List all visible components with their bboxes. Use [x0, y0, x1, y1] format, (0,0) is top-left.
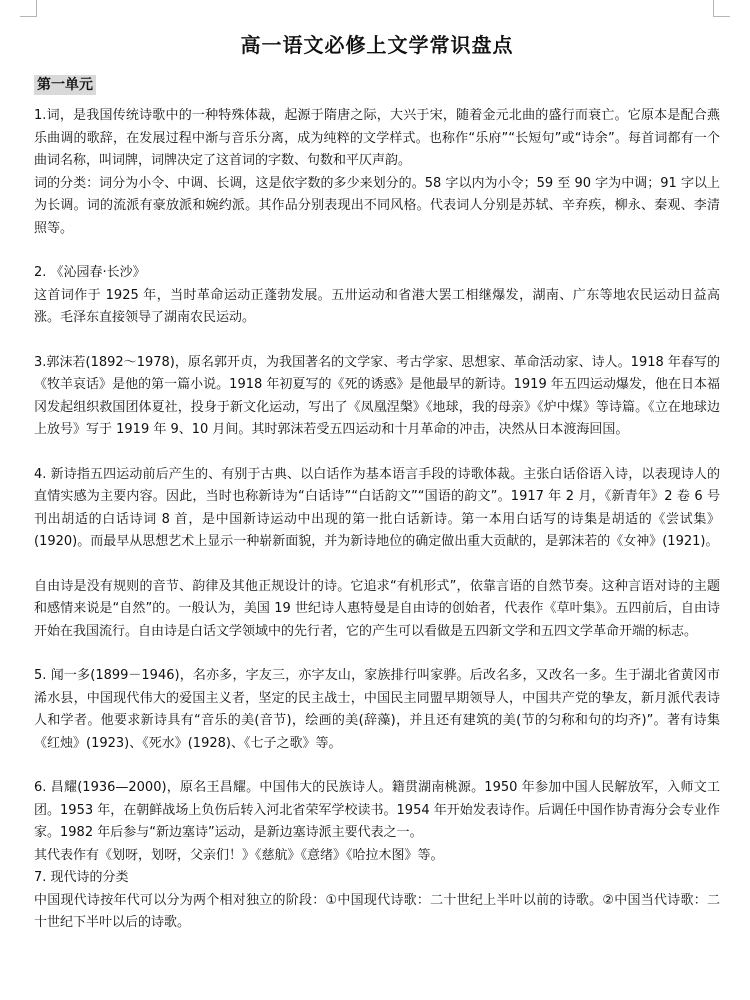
document-page	[34, 30, 720, 935]
paragraph-qinyuanchun-title: 2. 《沁园春·长沙》	[34, 265, 146, 280]
paragraph-ci-classification: 词的分类：词分为小令、中调、长调，这是依字数的多少来划分的。58 字以内为小令；59 至 90 字为中调；91 字以上为长调。词的流派有豪放派和婉约派。其作品分别表现出不同风格。代表词人分别是苏轼、辛弃疾，柳永、秦观、李清照等。	[34, 175, 720, 236]
paragraph-changyao-works: 其代表作有《划呀，划呀，父亲们！》《慈航》《意绪》《哈拉木图》等。	[34, 847, 444, 863]
paragraph-modern-poetry-body: 中国现代诗按年代可以分为两个相对独立的阶段：①中国现代诗歌：二十世纪上半叶以前的诗歌。②中国当代诗歌：二十世纪下半叶以后的诗歌。	[34, 892, 720, 930]
paragraph-ziyoushi: 自由诗是没有规则的音节、韵律及其他正规设计的诗。它追求“有机形式”，依靠言语的自然节奏。这种言语对诗的主题和感情来说是“自然”的。一般认为，美国 19 世纪诗人惠特曼是自由诗的创始者，代表作《草叶集》。五四前后，自由诗开始在我国流行。自由诗是白话文学领域中的先行者，它的产生可以看做是五四新文学和五四文学革命开端的标志。	[34, 578, 720, 639]
document-title: 高一语文必修上文学常识盘点	[240, 33, 514, 57]
section-heading: 第一单元	[34, 75, 96, 95]
paragraph-wenyiduo: 5. 闻一多(1899－1946)，名亦多，字友三，亦字友山，家族排行叫家骅。后改名多，又改名一多。生于湖北省黄冈市浠水县，中国现代伟大的爱国主义者，坚定的民主战士，中国民主同盟早期领导人，中国共产党的挚友，新月派代表诗人和学者。他要求新诗具有“音乐的美(音节)，绘画的美(辞藻)，并且还有建筑的美(节的匀称和句的均齐)”。著有诗集《红烛》(1923)、《死水》(1928)、《七子之歌》等。	[34, 668, 720, 751]
page-corner-mark-right	[713, 0, 730, 17]
paragraph-ci-definition: 1.词，是我国传统诗歌中的一种特殊体裁，起源于隋唐之际，大兴于宋，随着金元北曲的盛行而衰亡。它原本是配合燕乐曲调的歌辞，在发展过程中渐与音乐分离，成为纯粹的文学样式。也称作“乐府”“长短句”或“诗余”。每首词都有一个曲词名称，叫词牌，词牌决定了这首词的字数、句数和平仄声韵。	[34, 108, 720, 168]
paragraph-guomoruo: 3.郭沫若(1892～1978)，原名郭开贞，为我国著名的文学家、考古学家、思想家、革命活动家、诗人。1918 年春写的《牧羊哀话》是他的第一篇小说。1918 年初夏写的《死的诱惑》是他最早的新诗。1919 年五四运动爆发，他在日本福冈发起组织救国团体夏社，投身于新文化运动，写出了《凤凰涅槃》《地球，我的母亲》《炉中煤》等诗篇。《立在地球边上放号》写于 1919 年 9、10 月间。其时郭沫若受五四运动和十月革命的冲击，决然从日本渡海回国。	[34, 354, 720, 437]
paragraph-xinshi: 4. 新诗指五四运动前后产生的、有别于古典、以白话作为基本语言手段的诗歌体裁。主张白话俗语入诗，以表现诗人的直情实感为主要内容。因此，当时也称新诗为“白话诗”“白话韵文”“国语的韵文”。1917 年 2 月，《新青年》2 卷 6 号刊出胡适的白话诗词 8 首，是中国新诗运动中出现的第一批白话新诗。第一本用白话写的诗集是胡适的《尝试集》(1920)。而最早从思想艺术上显示一种崭新面貌，并为新诗地位的确定做出重大贡献的，是郭沫若的《女神》(1921)。	[34, 466, 720, 549]
paragraph-changyao: 6. 昌耀(1936—2000)，原名王昌耀。中国伟大的民族诗人。籍贯湖南桃源。1950 年参加中国人民解放军，入师文工团。1953 年，在朝鲜战场上负伤后转入河北省荣军学校读书。1954 年开始发表诗作。后调任中国作协青海分会专业作家。1982 年后参与“新边塞诗”运动，是新边塞诗派主要代表之一。	[34, 780, 720, 840]
paragraph-qinyuanchun-body: 这首词作于 1925 年，当时革命运动正蓬勃发展。五卅运动和省港大罢工相继爆发，湖南、广东等地农民运动日益高涨。毛泽东直接领导了湖南农民运动。	[34, 287, 720, 325]
page-corner-mark-left	[20, 0, 37, 17]
paragraph-modern-poetry-heading: 7. 现代诗的分类	[34, 870, 129, 885]
